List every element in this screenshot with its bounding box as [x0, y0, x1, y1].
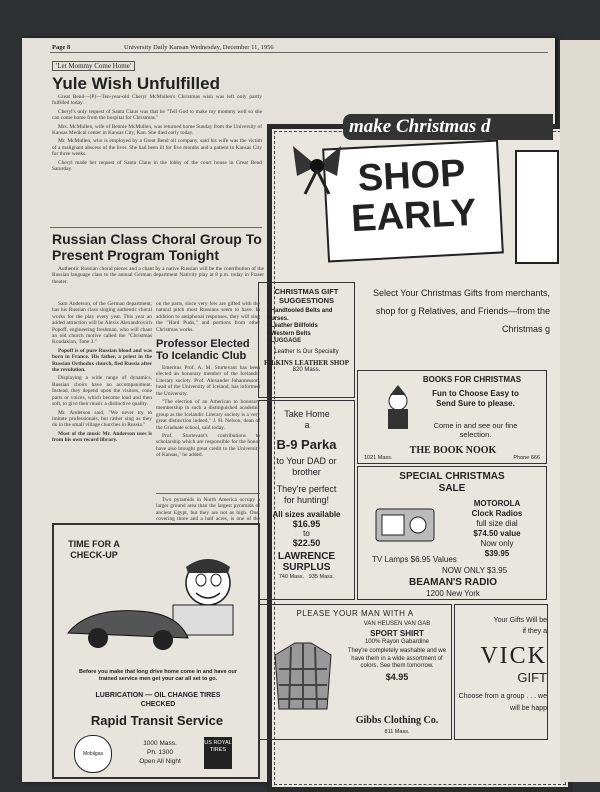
shop-early-card [322, 139, 504, 262]
clock-radio-offer [452, 499, 542, 559]
ad-copy: They're perfect for hunting! [276, 484, 337, 505]
story-kicker: 'Let Mommy Come Home' [52, 61, 135, 71]
paragraph: Mrs. McMullen, wife of Bennie McMullen, was returned home Sunday from the University of Kansas Medical center in Kansas City, Kan. She died early today. [52, 123, 262, 137]
shop-early-banner [285, 110, 553, 260]
tv-lamps-price: NOW ONLY $3.95 [442, 566, 508, 575]
ad-copy: to [303, 529, 310, 538]
gibbs-clothing-ad [258, 604, 452, 740]
paragraph: Displaying a wide range of dynamics, Russian choirs have no accompaniment. Instead, they depend upon the visitors, cone parts or voices, which become loud and then soft, to give their music a distinctive quality. [52, 375, 152, 408]
ad-copy: Choose from a group . . . we will be happ [458, 693, 547, 712]
ad-title: CHRISTMAS GIFT SUGGESTIONS [274, 287, 339, 305]
ad-copy: if they a [522, 628, 547, 635]
paragraph: Authentic Russian choral pieces and a chant by a native Russian will be the contribution of the Russian language class to the annual German department Nativity play at 8 p.m. today in Fraser theater. [52, 266, 264, 285]
clock-radio-icon [372, 499, 442, 549]
business-name: Rapid Transit Service [90, 713, 224, 728]
price: $22.50 [292, 538, 321, 548]
address: 935 Mass. [308, 574, 335, 580]
phone: Phone 666 [513, 455, 540, 461]
phone: Ph. 1300 [146, 749, 174, 756]
santa-icon [378, 385, 418, 433]
list-item: • Western Belts [267, 330, 311, 337]
paragraph: Emeritus Prof. A. M. Sturtevant has been elected an honorary member of the Icelandic Literary society. Prof. Alexander Johannesson, head of the University of Iceland, has informed the University. [156, 365, 260, 397]
story-headline: Russian Class Choral Group To Present Program Tonight [52, 231, 262, 263]
address: 811 Mass. [384, 729, 410, 735]
filkins-leather-ad [258, 282, 355, 398]
specialty: Leather Is Our Specialty [274, 348, 339, 355]
tv-lamps-offer: TV Lamps $6.95 Values [372, 555, 457, 564]
address: 1000 Mass. [143, 740, 177, 747]
banner-early: EARLY [350, 191, 478, 241]
business-name: FILKINS LEATHER SHOP [263, 358, 350, 367]
vick-gift-ad [454, 604, 548, 740]
ad-headline: PLEASE YOUR MAN WITH A [296, 609, 414, 618]
product-name: SPORT SHIRT [370, 628, 424, 638]
brand: MOTOROLA [473, 499, 521, 508]
paragraph: Prof. Sturtevant's contributions to scholarship which are responsible for the honor have also brought great credit to the University of Kansas," he added. [156, 433, 260, 459]
ad-services: LUBRICATION — OIL CHANGE TIRES CHECKED [95, 692, 221, 708]
address: 1021 Mass. [364, 455, 393, 461]
ad-copy: GIFT [517, 670, 547, 685]
address: 740 Mass. [278, 574, 305, 580]
banner-shop: SHOP [356, 152, 467, 200]
story-headline: Yule Wish Unfulfilled [52, 74, 220, 93]
story-headline: Professor Elected To Icelandic Club [156, 338, 250, 362]
beamans-radio-ad [357, 466, 547, 600]
product-detail: full size dial [476, 519, 518, 528]
list-item: • Leather Billfolds [267, 323, 318, 329]
hours: Open All Night [139, 758, 181, 765]
mobilgas-label: Mobilgas [82, 751, 103, 757]
paragraph: Mr. McMullen, who is employed by a Great Bend oil company, said his wife was the victim of a malignant abscess of the liver. She had been ill for five months and a patient in Kansas City for three weeks. [52, 138, 262, 158]
ad-copy: Your Gifts Will be [493, 617, 547, 624]
book-nook-ad [357, 370, 547, 464]
ad-copy: Before you make that long drive home come in and have our trained service men get your car all set to go. [78, 669, 237, 682]
price-was: $74.50 value [473, 529, 521, 538]
paragraph: Most of the music Mr. Anderson uses is from his own record library. [52, 430, 152, 444]
paragraph: Cheryl's only request of Santa Claus was that he "Tell God to make my mommy well so she can come home from the hospital for Christmas." [52, 108, 262, 122]
select-gifts-text: Select Your Christmas Gifts from merchants, shop for g Relatives, and Friends—from the Christmas g [372, 288, 550, 334]
list-item: • Handtooled Belts and Purses. [267, 308, 333, 322]
product-name: Clock Radios [471, 509, 523, 518]
second-card-edge [515, 150, 559, 264]
paragraph: on the parts, since very few are gifted with the natural pitch most Russians seem to have. In addition to antiphonal responses, they will sing the "Hard Pudo," and portions from other Christmas works. [156, 301, 260, 333]
brand: VAN HEUSEN VAN GAB [363, 621, 431, 627]
paragraph: Popoff is of pure Russian blood and was born in France. His father, a priest in the Russian Orthodox church, fled Russia after the revolution. [52, 347, 152, 374]
gibbs-copy [345, 621, 449, 681]
page-number: Page 8 [52, 44, 71, 51]
address: 820 Mass. [292, 366, 321, 373]
business-name: VICK [480, 643, 547, 669]
us-royal-label: US ROYAL TIRES [204, 740, 232, 753]
ad-title: BOOKS FOR CHRISTMAS [422, 375, 522, 384]
ad-copy: Fun to Choose Easy to Send Sure to please. [432, 389, 519, 408]
paragraph: Two pyramids in North America occupy a larger ground area than the largest pyramids of ancient Egypt, but they are not as high. One, covering three and a half acres, is one of the [156, 497, 260, 523]
ad-copy: Come in and see our fine selection. [433, 421, 518, 439]
paragraph: "The election of an American to honorary membership in such a distinguished academic group as the Icelandic Literary society is a very great distinction indeed," J. H. Nelson, dean of the Graduate school, said today. [156, 399, 260, 431]
price: $16.95 [292, 519, 321, 529]
ad-copy: Take Home a [284, 409, 330, 430]
ad-copy: to Your DAD or brother [276, 456, 337, 477]
ad-headline: TIME FOR A CHECK-UP [68, 539, 120, 560]
gift-bow-icon [287, 136, 347, 196]
ad-copy: Now only [480, 539, 514, 548]
business-name: THE BOOK NOOK [409, 445, 497, 456]
business-name: LAWRENCE SURPLUS [277, 551, 336, 573]
item-list [259, 308, 354, 346]
paper-dateline: University Daily Kansan Wednesday, December 11, 1956 [124, 44, 274, 51]
ad-title: SPECIAL CHRISTMAS SALE [399, 471, 505, 494]
product-name: B-9 Parka [276, 437, 337, 452]
price: $39.95 [484, 549, 510, 558]
business-name: BEAMAN'S RADIO [409, 577, 497, 588]
addresses [259, 574, 354, 580]
price: $4.95 [385, 671, 409, 682]
paragraph: Great Bend—(P)—Ten-year-old Cheryl McMullen's Christmas wish was left only partly fulfilled today. [52, 94, 262, 107]
ad-copy: They're completely washable and we have them in a wide assortment of colors. See them tomorrow. [347, 648, 447, 669]
list-item: • LUGGAGE [267, 338, 302, 344]
paragraph: Mr. Anderson said, "We never try to imitate professionals, but rather sing as they do in the small village churches in Russia." [52, 409, 152, 429]
address: 1200 New York [426, 589, 480, 598]
paragraph: Sam Anderson, of the German department, has his Russian class singing authentic choral works for the play every year. This year an added attraction will be Alexis Alexandrovich Popoff, engineering freshman, who will chant an old church motive called the "Christmas Kondakion, Tone 3." [52, 301, 152, 346]
product-detail: 100% Rayon Gabardine [364, 638, 430, 645]
plaid-shirt-icon [265, 635, 341, 715]
paragraph: Cheryl made her request of Santa Claus in the lobby of the court house in Great Bend Saturday. [52, 159, 262, 173]
business-name: Gibbs Clothing Co. [355, 715, 439, 726]
lawrence-surplus-ad [258, 400, 355, 600]
banner-script: make Christmas d [343, 114, 553, 140]
ad-copy: All sizes available [272, 510, 341, 519]
